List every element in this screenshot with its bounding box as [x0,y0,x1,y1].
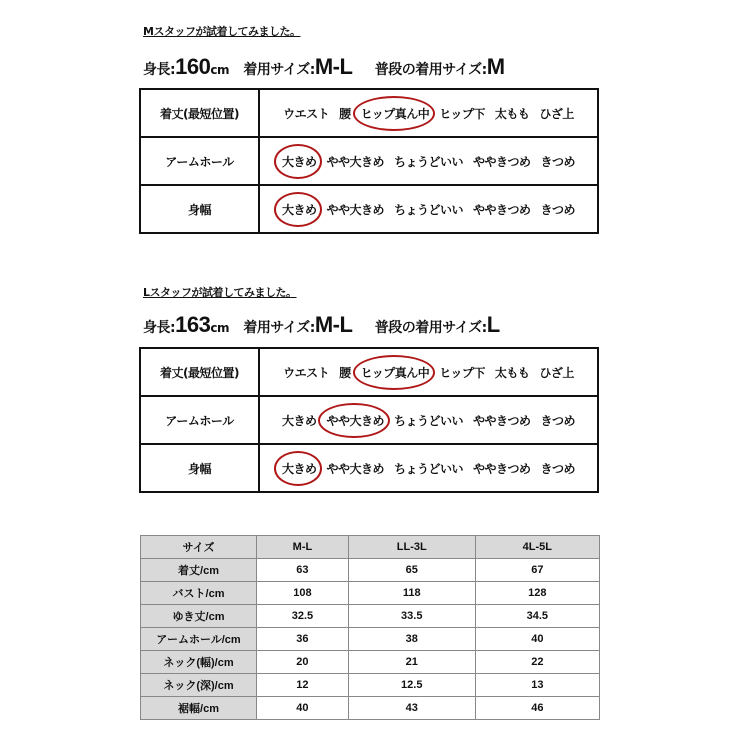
option-selected: 大きめ [281,202,317,217]
cell: 43 [348,697,475,720]
cell: 128 [475,582,599,605]
table-header-row [141,536,600,559]
row-label: 裾幅/cm [141,697,257,720]
option: ヒップ下 [439,365,485,380]
option: 大きめ [281,413,317,428]
row-label: ゆき丈/cm [141,605,257,628]
row-label: 着丈(最短位置) [140,348,259,396]
table-row [141,674,600,697]
cell: 46 [475,697,599,720]
cell: 13 [475,674,599,697]
row-label: アームホール [140,396,259,444]
option-selected: ヒップ真ん中 [360,365,430,380]
m-size-line [143,54,505,80]
usual-value: L [486,312,500,337]
cell: 40 [257,697,349,720]
option: 腰 [339,106,351,121]
option: ややきつめ [473,461,531,476]
row-label: 身幅 [140,185,259,233]
cell: 22 [475,651,599,674]
row-label: ネック(深)/cm [141,674,257,697]
option: 太もも [494,365,530,380]
cell: 65 [348,559,475,582]
option: ヒップ下 [439,106,485,121]
row-label: バスト/cm [141,582,257,605]
option-selected: 大きめ [281,461,317,476]
size-spec-table [140,535,600,720]
option: ウエスト [283,365,330,380]
cell: 32.5 [257,605,349,628]
header-cell: LL-3L [348,536,475,559]
usual-value: M [486,54,505,79]
cell: 108 [257,582,349,605]
cell: 67 [475,559,599,582]
option: きつめ [540,154,576,169]
option: やや大きめ [326,202,384,217]
option: やや大きめ [326,461,384,476]
option: ややきつめ [473,413,531,428]
table-row [140,137,598,185]
table-row [141,559,600,582]
cell: 40 [475,628,599,651]
row-label: アームホール/cm [141,628,257,651]
option-selected: 大きめ [281,154,317,169]
option: 腰 [339,365,351,380]
height-value: 163 [175,312,211,337]
header-cell: M-L [257,536,349,559]
option: ややきつめ [473,202,531,217]
table-row [141,651,600,674]
table-row [141,605,600,628]
row-label: ネック(幅)/cm [141,651,257,674]
l-fit-table [139,347,599,493]
usual-label: 普段の着用サイズ: [374,320,487,336]
height-unit: cm [210,63,229,77]
option: ちょうどいい [393,413,463,428]
table-row [140,396,598,444]
option-selected: ヒップ真ん中 [360,106,430,121]
table-row [140,89,598,137]
l-staff-title: Lスタッフが試着してみました。 [143,286,297,299]
option: ちょうどいい [393,461,463,476]
option: 太もも [494,106,530,121]
option: きつめ [540,413,576,428]
m-staff-title: Mスタッフが試着してみました。 [143,25,301,38]
wear-label: 着用サイズ: [243,62,315,78]
cell: 34.5 [475,605,599,628]
height-label: 身長: [143,62,176,78]
cell: 20 [257,651,349,674]
table-row [141,582,600,605]
cell: 33.5 [348,605,475,628]
option: きつめ [540,202,576,217]
m-fit-table [139,88,599,234]
table-row [141,628,600,651]
wear-label: 着用サイズ: [243,320,315,336]
usual-label: 普段の着用サイズ: [374,62,487,78]
height-unit: cm [210,321,229,335]
cell: 38 [348,628,475,651]
option: ちょうどいい [393,154,463,169]
wear-value: M-L [314,54,353,79]
cell: 21 [348,651,475,674]
option: ややきつめ [473,154,531,169]
option: きつめ [540,461,576,476]
cell: 12 [257,674,349,697]
row-label: 着丈(最短位置) [140,89,259,137]
height-value: 160 [175,54,211,79]
cell: 63 [257,559,349,582]
option: ひざ上 [539,365,574,380]
option-selected: やや大きめ [326,413,384,428]
table-row [141,697,600,720]
row-label: 身幅 [140,444,259,492]
header-cell: 4L-5L [475,536,599,559]
l-size-line [143,312,500,338]
wear-value: M-L [314,312,353,337]
height-label: 身長: [143,320,176,336]
cell: 12.5 [348,674,475,697]
table-row [140,185,598,233]
option: ひざ上 [539,106,574,121]
row-label: 着丈/cm [141,559,257,582]
table-row [140,348,598,396]
option: ちょうどいい [393,202,463,217]
cell: 36 [257,628,349,651]
row-label: アームホール [140,137,259,185]
option: やや大きめ [326,154,384,169]
cell: 118 [348,582,475,605]
header-cell: サイズ [141,536,257,559]
table-row [140,444,598,492]
option: ウエスト [283,106,330,121]
